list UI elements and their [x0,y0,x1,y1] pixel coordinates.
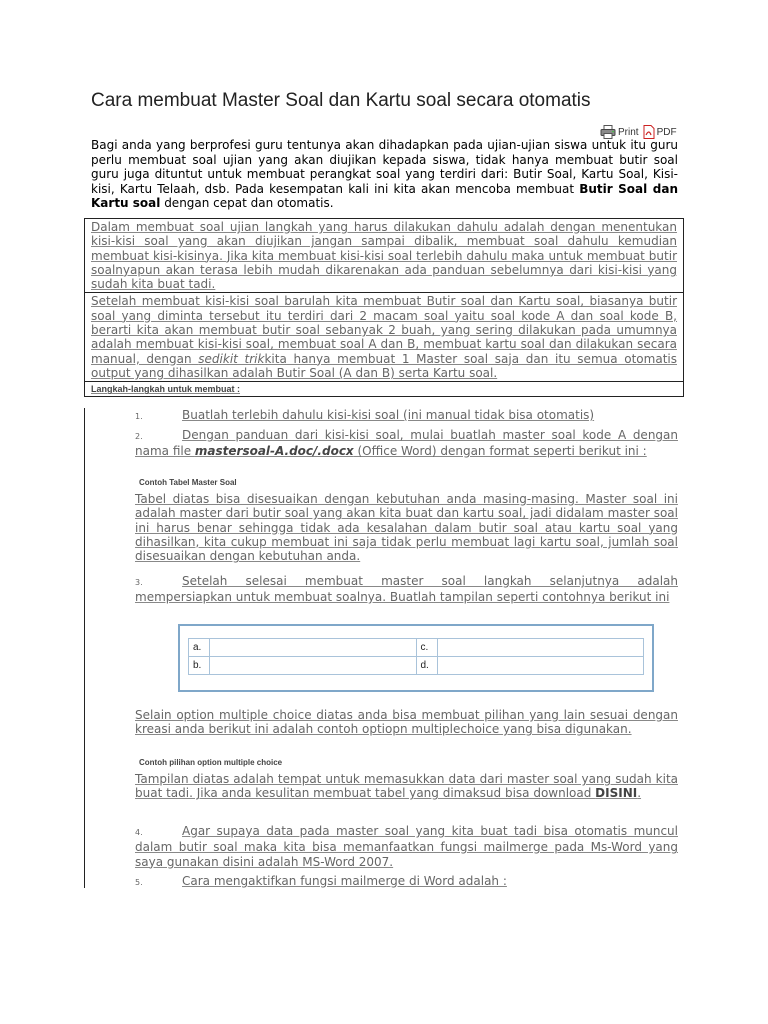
option-a-label: a. [189,639,210,657]
step-5: 5. Cara mengaktifkan fungsi mailmerge di Word adalah : [135,874,507,888]
intro-paragraph: Bagi anda yang berprofesi guru tentunya akan dihadapkan pada ujian-ujian siswa untuk itu guru perlu membuat soal ujian yang akan diujikan kepada siswa, tidak hanya membuat butir soal guru juga dituntut untuk membuat perangkat soal yang terdiri dari: Butir Soal, Kartu Soal, Kisi-kisi, Kartu Telaah, dsb. Pada kesempatan kali ini kita akan mencoba membuat Butir Soal dan Kartu soal dengan cepat dan otomatis. [91,138,679,210]
paragraph-download: Tampilan diatas adalah tempat untuk memasukkan data dari master soal yang sudah kita buat tadi. Jika anda kesulitan membuat tabel yang dimaksud bisa download DISINI. [135,772,678,801]
pdf-button[interactable] [643,125,677,139]
option-b-label: b. [189,657,210,675]
print-button[interactable] [600,125,639,139]
boxed-section [84,218,684,397]
option-c-cell [437,639,644,657]
option-b-cell [210,657,417,675]
intro-bold-text: Butir Soal dan Kartu soal [91,181,679,210]
pdf-label: PDF [656,126,677,138]
option-table [188,638,644,675]
option-table-image [178,624,654,692]
caption-master-table: Contoh Tabel Master Soal [139,478,237,487]
file-name: mastersoal-A.doc/.docx [194,444,354,459]
option-a-cell [210,639,417,657]
step-2: 2. Dengan panduan dari kisi-kisi soal, mulai buatlah master soal kode A dengan nama file mastersoal-A.doc/.docx (Office Word) dengan format seperti berikut ini : [135,428,678,459]
steps-heading: Langkah-langkah untuk membuat : [84,382,684,397]
step-1: 1. Buatlah terlebih dahulu kisi-kisi soal (ini manual tidak bisa otomatis) [135,408,595,422]
option-c-label: c. [416,639,437,657]
caption-options: Contoh pilihan option multiple choice [139,758,283,767]
step-4: 4. Agar supaya data pada master soal yang kita buat tadi bisa otomatis muncul dalam butir soal maka kita bisa memanfaatkan fungsi mailmerge pada Ms-Word yang saya gunakan disini adalah MS-Word 2007. [135,824,678,869]
option-d-cell [437,657,644,675]
paragraph-options: Selain option multiple choice diatas anda bisa membuat pilihan yang lain sesuai dengan kreasi anda berikut ini adalah contoh optiopn multiplechoice yang bisa digunakan. [135,708,678,737]
step-3: 3. Setelah selesai membuat master soal langkah selanjutnya adalah mempersiapkan untuk membuat soalnya. Buatlah tampilan seperti contohnya berikut ini [135,574,678,605]
box-paragraph-1: Dalam membuat soal ujian langkah yang harus dilakukan dahulu adalah dengan menentukan kisi-kisi soal yang akan diujikan jangan sampai dibalik, membuat soal dahulu kemudian membuat kisi-kisinya. Jika kita membuat kisi-kisi soal terlebih dahulu maka untuk membuat butir soalnyapun akan terasa lebih mudah dikarenakan ada panduan sebelumnya dari kisi-kisi yang sudah kita buat tadi. [84,218,684,293]
option-d-label: d. [416,657,437,675]
left-border-line [84,408,85,888]
box-paragraph-2: Setelah membuat kisi-kisi soal barulah kita membuat Butir soal dan Kartu soal, biasanya butir soal yang diminta tersebut itu terdiri dari 2 macam soal yaitu soal kode A dan soal kode B, berarti kita akan membuat butir soal sebanyak 2 buah, yang sering dilakukan pada umumnya adalah membuat kisi-kisi soal, membuat soal A dan B, membuat kartu soal dan dilakukan secara manual, dengan sedikit trikkita hanya membuat 1 Master soal saja dan itu semua otomatis output yang dihasilkan adalah Butir Soal (A dan B) serta Kartu soal. [84,293,684,382]
pdf-icon [643,125,655,139]
paragraph-master-table: Tabel diatas bisa disesuaikan dengan kebutuhan anda masing-masing. Master soal ini adalah master dari butir soal yang akan kita buat dan kartu soal, jadi didalam master soal ini harus benar sehingga tidak ada kesalahan dalam butir soal atau kartu soal yang dihasilkan, kita cukup membuat ini saja tidak perlu membuat lagi kartu soal, jumlah soal disesuaikan dengan kebutuhan anda. [135,492,678,564]
print-label: Print [618,126,639,138]
printer-icon [600,125,616,139]
page-title: Cara membuat Master Soal dan Kartu soal secara otomatis [91,90,591,111]
download-link[interactable]: DISINI [595,786,638,801]
